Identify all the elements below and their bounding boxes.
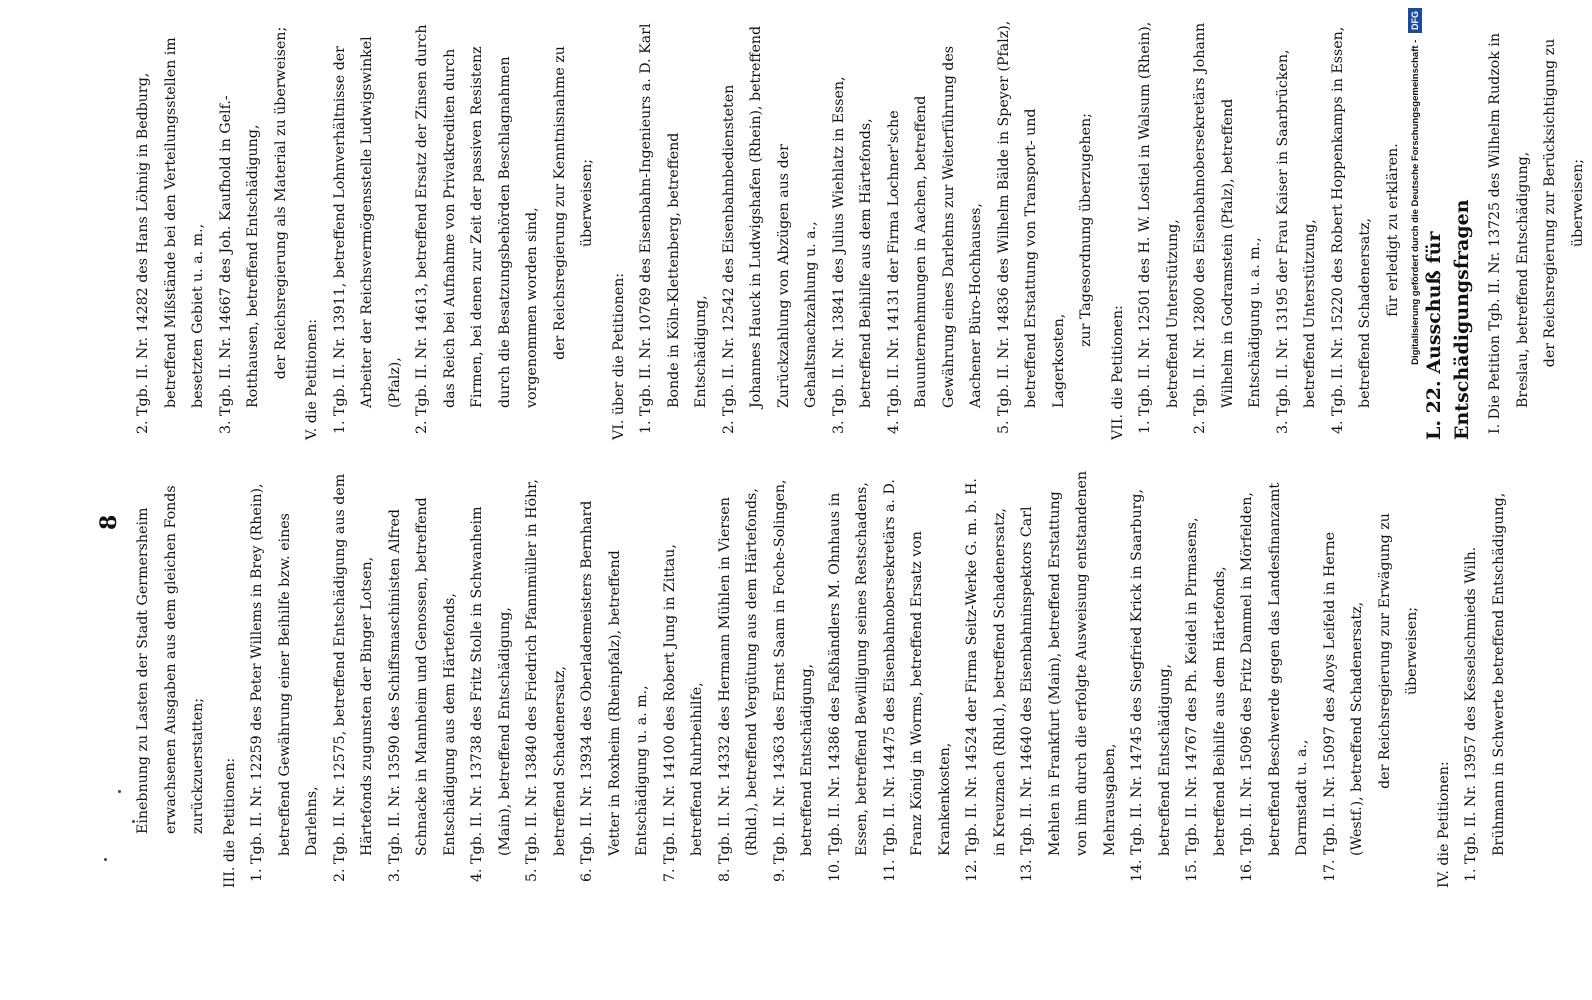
petition-item: 4. Tgb. II. Nr. 13738 des Fritz Stolle in Schwanheim (Main), betreffend Entschädigung,	[469, 506, 513, 882]
petition-item: 1. Tgb. II. Nr. 13911, betreffend Lohnverhältnisse der Arbeiter der Reichsvermögensstelle Ludwigswinkel (Pfalz),	[331, 36, 403, 434]
dfg-logo: DFG	[1408, 8, 1422, 33]
section-v-list	[327, 20, 547, 440]
funding-credit-strip	[1402, 8, 1430, 993]
petition-item: 2. Tgb. II. Nr. 12542 des Eisenbahnbediensteten Johannes Hauck in Ludwigshafen (Rhein), betreffend Zurückzahlung von Abzügen aus der Gehaltsnachzahlung u. a.,	[720, 25, 819, 434]
petition-item: 1. Tgb. II. Nr. 12259 des Peter Willems in Brey (Rhein), betreffend Gewährung einer Beihilfe bzw. eines Darlehns,	[249, 483, 320, 882]
petition-item: 1. Tgb. II. Nr. 13957 des Kesselschmieds Wilh. Brühmann in Schwerte betreffend Entschädigung,	[1463, 492, 1507, 882]
petition-item: 5. Tgb. II. Nr. 13840 des Friedrich Pfannmüller in Höhr, betreffend Schadenersatz,	[524, 479, 568, 882]
petition-item: 11. Tgb. II. Nr. 14475 des Eisenbahnobersekretärs a. D. Franz König in Worms, betreffend Ersatz von Krankenkosten,	[881, 479, 953, 882]
petition-item: 2. Tgb. II. Nr. 12800 des Eisenbahnobersekretärs Johann Wilhelm in Godramstein (Pfalz), betreffend Entschädigung u. a. m.,	[1192, 22, 1263, 434]
petition-item: 2. Tgb. II. Nr. 14613, betreffend Ersatz der Zinsen durch das Reich bei Aufnahme von Privatkrediten durch Firmen, bei denen zur Zeit der passiven Resistenz durch die Besatzungsbehörden Beschlagnahmen vorgenommen worden sind,	[414, 24, 540, 434]
section-iii-decision: der Reichsregierung zur Erwägung zu überweisen;	[1376, 513, 1420, 789]
intro-paragraph: Einebnung zu Lasten der Stadt Germersheim erwachsenen Ausgaben aus dem gleichen Fonds zurückzuerstatten;	[135, 485, 206, 834]
petition-item: 3. Tgb. II. Nr. 13590 des Schiffsmaschinisten Alfred Schnacke in Mannheim und Genossen, betreffend Entschädigung aus dem Härtefonds,	[386, 497, 458, 882]
committee-decision: der Reichsregierung zur Berücksichtigung zu überweisen;	[1542, 38, 1586, 368]
section-iii-list	[244, 468, 1372, 888]
petition-item: 4. Tgb. II. Nr. 14131 der Firma Lochner'sche Bauunternehmungen in Aachen, betreffend Gewährung eines Darlehns zur Weiterführung des Aachener Büro-Hochhauses,	[885, 45, 984, 434]
left-column	[130, 468, 1513, 888]
petition-item: 6. Tgb. II. Nr. 13934 des Oberlademeisters Bernhard Vetter in Roxheim (Rheinpfalz), betreffend Entschädigung u. a. m.,	[579, 500, 650, 882]
right-column	[130, 20, 1592, 440]
section-iv-list	[1458, 468, 1513, 888]
petition-item: 4. Tgb. II. Nr. 15220 des Robert Hoppenkamps in Essen, betreffend Schadenersatz,	[1329, 26, 1373, 434]
section-heading-v: V. die Petitionen:	[304, 318, 320, 440]
section-heading-iv: IV. die Petitionen:	[1435, 761, 1452, 888]
petition-item: 7. Tgb. II. Nr. 14100 des Robert Jung in Zittau, betreffend Ruhrbeihilfe,	[661, 544, 705, 882]
petition-item: 2. Tgb. II. Nr. 14282 des Hans Löhnig in Bedburg, betreffend Mißstände bei den Verteilungsstellen im besetzten Gebiet u. a. m.,	[135, 37, 206, 434]
section-heading-vii: VII. die Petitionen:	[1109, 305, 1126, 440]
section-v-decision: der Reichsregierung zur Kenntnisnahme zu überweisen;	[551, 46, 595, 360]
petition-item: 3. Tgb. II. Nr. 13195 der Frau Kaiser in Saarbrücken, betreffend Unterstützung,	[1274, 49, 1318, 434]
petition-item: 8. Tgb. II. Nr. 14332 des Hermann Mühlen in Viersen (Rhld.), betreffend Vergütung aus dem Härtefonds,	[716, 488, 760, 882]
section-iv-list-continued	[130, 20, 268, 440]
petition-item: 17. Tgb. II. Nr. 15097 des Aloys Leifeld in Herne (Westf.), betreffend Schadenersatz,	[1321, 531, 1365, 882]
petition-item: 5. Tgb. II. Nr. 14836 des Wilhelm Bälde in Speyer (Pfalz), betreffend Erstattung von Transport- und Lagerkosten,	[995, 20, 1067, 434]
petition-item: 15. Tgb. II. Nr. 14767 des Ph. Keidel in Pirmasens, betreffend Beihilfe aus dem Härtefonds,	[1184, 517, 1228, 882]
section-iv-decision: der Reichsregierung als Material zu überweisen;	[272, 26, 289, 380]
petition-item: I. Die Petition Tgb. II. Nr. 13725 des Wilhelm Rudzok in Breslau, betreffend Entschädigung,	[1487, 33, 1531, 434]
petition-item: 13. Tgb. II. Nr. 14640 des Eisenbahninspektors Carl Mehlen in Frankfurt (Main), betreffend Erstattung von ihm durch die erfolgte Ausweisung entstandenen Mehrausgaben,	[1019, 470, 1118, 882]
section-heading-iii: III. die Petitionen:	[221, 757, 238, 888]
section-heading-vi: VI. über die Petitionen:	[610, 272, 627, 440]
petition-item: 9. Tgb. II. Nr. 14363 des Ernst Saam in Foche-Solingen, betreffend Entschädigung,	[771, 479, 815, 882]
committee-heading: L. 22. Ausschuß für Entschädigungsfragen	[1423, 199, 1473, 440]
funding-credit	[1402, 8, 1430, 993]
petition-item: 3. Tgb. II. Nr. 14667 des Joh. Kaufhold in Gelf.-Rotthausen, betreffend Entschädigung,	[217, 95, 261, 434]
petition-item: 1. Tgb. II. Nr. 10769 des Eisenbahn-Ingenieurs a. D. Karl Bonde in Köln-Klettenberg, betreffend Entschädigung,	[638, 23, 709, 434]
petition-item: 16. Tgb. II. Nr. 15096 des Fritz Dammel in Mörfelden, betreffend Beschwerde gegen das Landesfinanzamt Darmstadt u. a.,	[1239, 482, 1310, 882]
committee-list	[1482, 20, 1537, 440]
section-vi-decision: zur Tagesordnung überzugehen;	[1078, 113, 1094, 347]
section-vii-decision: für erledigt zu erklären.	[1384, 143, 1401, 317]
petition-item: 3. Tgb. II. Nr. 13841 des Julius Wiehlatz in Essen, betreffend Beihilfe aus dem Härtefonds,	[830, 76, 874, 434]
section-vii-list	[1132, 20, 1380, 440]
petition-item: 10. Tgb. II. Nr. 14386 des Faßhändlers M. Ohnhaus in Essen, betreffend Bewilligung seines Restschadens,	[826, 482, 870, 882]
page-number: 8	[96, 514, 122, 530]
funding-credit-text: Digitalisierung gefördert durch die Deutsche Forschungsgemeinschaft -	[1410, 39, 1421, 365]
petition-item: 12. Tgb. II. Nr. 14524 der Firma Seitz-Werke G. m. b. H. in Kreuznach (Rhld.), betreffend Schadenersatz,	[964, 478, 1008, 882]
petition-item: 2. Tgb. II. Nr. 12575, betreffend Entschädigung aus dem Härtefonds zugunsten der Binger Lotsen,	[331, 473, 375, 882]
petition-item: 14. Tgb. II. Nr. 14745 des Siegfried Krick in Saarburg, betreffend Entschädigung,	[1129, 489, 1173, 882]
section-vi-list	[633, 20, 1073, 440]
petition-item: 1. Tgb. II. Nr. 12501 des H. W. Lostiel in Walsum (Rhein), betreffend Unterstützung,	[1137, 21, 1181, 434]
